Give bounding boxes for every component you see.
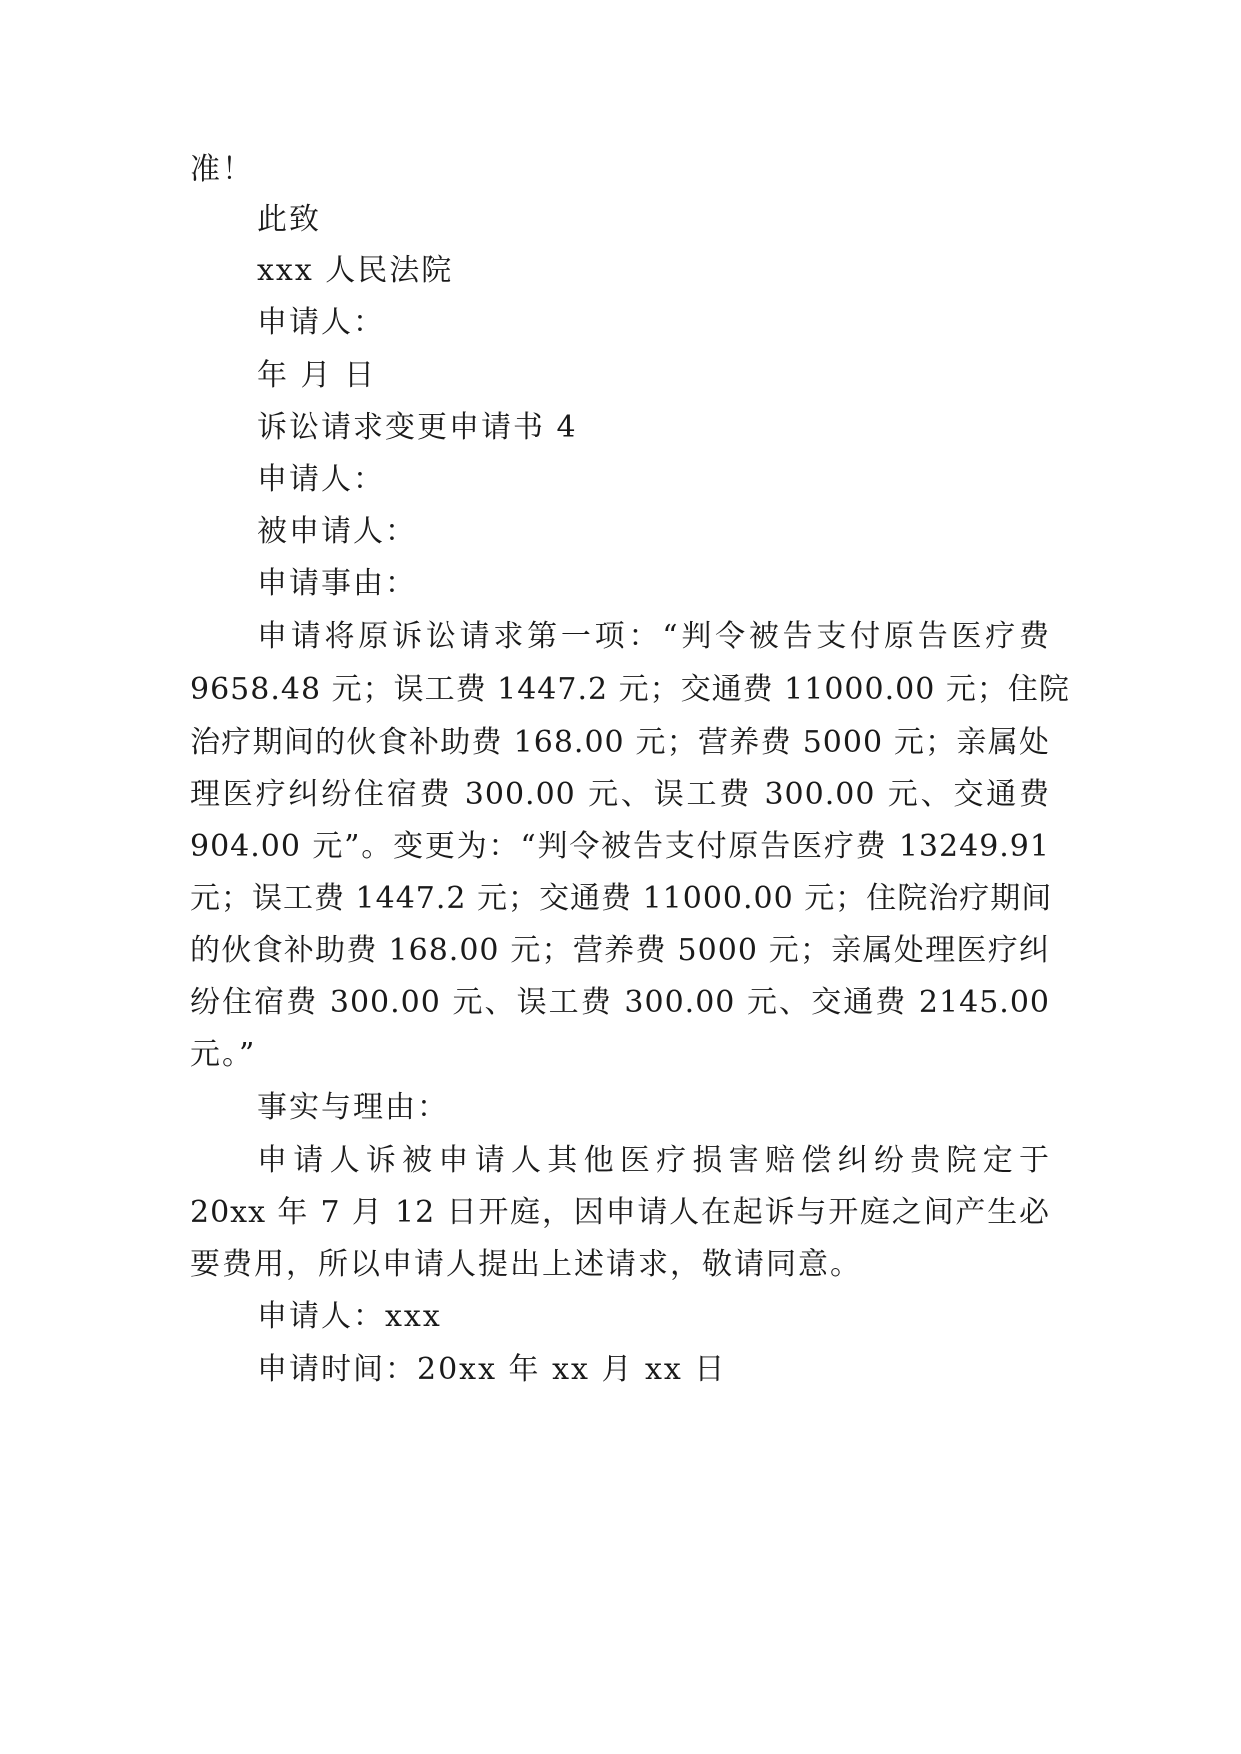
text-line: 准！ (190, 152, 254, 187)
paragraph-line: 元。” (190, 1037, 257, 1072)
paragraph-line: 申请将原诉讼请求第一项：“判令被告支付原告医疗费 (257, 619, 1050, 654)
paragraph-line: 申请人诉被申请人其他医疗损害赔偿纠纷贵院定于 (257, 1143, 1050, 1178)
applicant-label: 申请人： (257, 462, 385, 497)
paragraph-line: 要费用，所以申请人提出上述请求，敬请同意。 (190, 1247, 862, 1282)
paragraph-line: 治疗期间的伙食补助费 168.00 元；营养费 5000 元；亲属处 (190, 725, 1050, 760)
salutation: 此致 (257, 202, 321, 237)
applicant-label: 申请人： (257, 305, 385, 340)
facts-heading: 事实与理由： (257, 1090, 449, 1125)
paragraph-line: 元；误工费 1447.2 元；交通费 11000.00 元；住院治疗期间 (190, 881, 1053, 916)
paragraph-line: 理医疗纠纷住宿费 300.00 元、误工费 300.00 元、交通费 (190, 777, 1050, 812)
section-title: 诉讼请求变更申请书 4 (257, 410, 578, 445)
respondent-label: 被申请人： (257, 514, 417, 549)
paragraph-line: 纷住宿费 300.00 元、误工费 300.00 元、交通费 2145.00 (190, 985, 1050, 1020)
date-placeholder: 年 月 日 (257, 358, 377, 393)
reason-heading: 申请事由： (257, 566, 417, 601)
paragraph-line: 904.00 元”。变更为：“判令被告支付原告医疗费 13249.91 (190, 829, 1050, 864)
paragraph-line: 的伙食补助费 168.00 元；营养费 5000 元；亲属处理医疗纠 (190, 933, 1050, 968)
court-name: xxx 人民法院 (257, 253, 454, 288)
signature-date: 申请时间：20xx 年 xx 月 xx 日 (257, 1352, 727, 1387)
paragraph-line: 20xx 年 7 月 12 日开庭，因申请人在起诉与开庭之间产生必 (190, 1195, 1050, 1230)
signature-applicant: 申请人：xxx (257, 1299, 442, 1334)
paragraph-line: 9658.48 元；误工费 1447.2 元；交通费 11000.00 元；住院 (190, 672, 1070, 707)
